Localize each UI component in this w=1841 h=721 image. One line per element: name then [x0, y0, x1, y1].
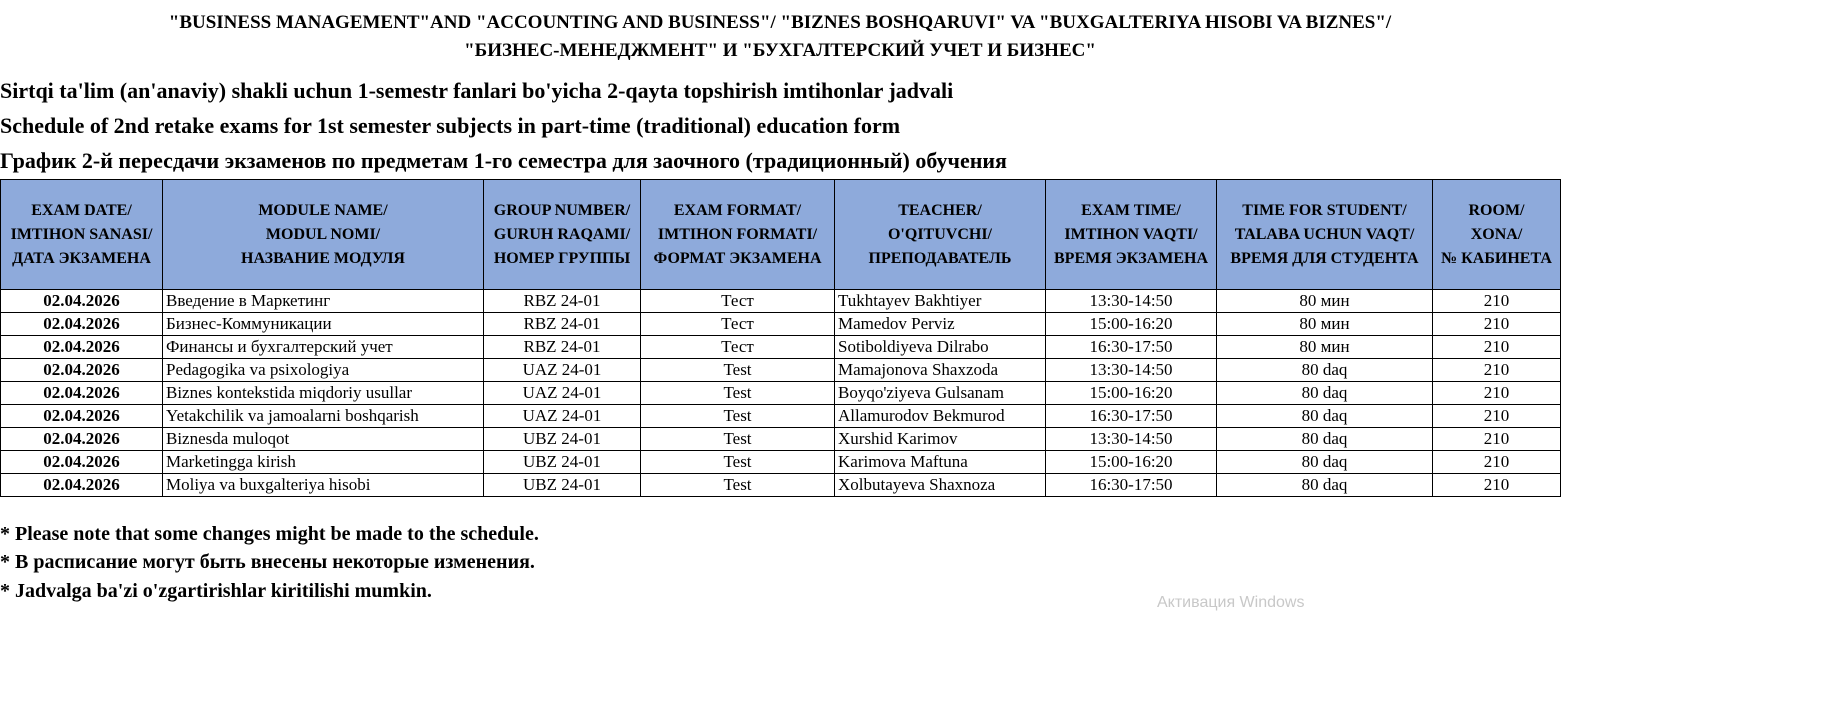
cell-module-name: Biznesda muloqot — [163, 428, 484, 451]
cell-group-number: RBZ 24-01 — [484, 290, 641, 313]
cell-exam-date: 02.04.2026 — [1, 474, 163, 497]
column-header-line: ПРЕПОДАВАТЕЛЬ — [868, 249, 1012, 267]
cell-teacher: Mamedov Perviz — [835, 313, 1046, 336]
cell-exam-format: Test — [641, 451, 835, 474]
cell-teacher: Xurshid Karimov — [835, 428, 1046, 451]
cell-exam-format: Test — [641, 428, 835, 451]
table-row — [1, 336, 1561, 359]
cell-exam-date: 02.04.2026 — [1, 382, 163, 405]
table-row — [1, 474, 1561, 497]
column-header-line: IMTIHON SANASI/ — [10, 225, 153, 243]
schedule-change-note-uzbek: * Jadvalga ba'zi o'zgartirishlar kiritilishi mumkin. — [0, 580, 432, 602]
cell-group-number: UAZ 24-01 — [484, 359, 641, 382]
column-header-line: XONA/ — [1470, 225, 1523, 243]
cell-group-number: UBZ 24-01 — [484, 428, 641, 451]
document-title-line-1: "BUSINESS MANAGEMENT"AND "ACCOUNTING AND BUSINESS"/ "BIZNES BOSHQARUVI" VA "BUXGALTERIYA HISOBI VA BIZNES"/ — [168, 12, 1392, 33]
schedule-change-note-russian: * В расписание могут быть внесены некоторые изменения. — [0, 551, 535, 573]
cell-exam-time: 15:00-16:20 — [1046, 451, 1217, 474]
column-header-line: НОМЕР ГРУППЫ — [493, 249, 631, 267]
cell-module-name: Yetakchilik va jamoalarni boshqarish — [163, 405, 484, 428]
table-row — [1, 451, 1561, 474]
cell-group-number: UBZ 24-01 — [484, 451, 641, 474]
windows-activation-watermark: Активация Windows — [1157, 594, 1305, 611]
subtitle-russian: График 2-й пересдачи экзаменов по предметам 1-го семестра для заочного (традиционный) обучения — [0, 148, 1007, 173]
column-header-exam-date — [1, 180, 163, 290]
cell-room: 210 — [1433, 405, 1561, 428]
column-header-line: MODULE NAME/ — [258, 201, 388, 219]
cell-exam-date: 02.04.2026 — [1, 405, 163, 428]
cell-module-name: Marketingga kirish — [163, 451, 484, 474]
column-header-student-time — [1217, 180, 1433, 290]
cell-exam-time: 13:30-14:50 — [1046, 359, 1217, 382]
column-header-line: TALABA UCHUN VAQT/ — [1234, 225, 1415, 243]
cell-module-name: Moliya va buxgalteriya hisobi — [163, 474, 484, 497]
cell-student-time: 80 daq — [1217, 382, 1433, 405]
cell-module-name: Biznes kontekstida miqdoriy usullar — [163, 382, 484, 405]
table-row — [1, 405, 1561, 428]
column-header-line: EXAM DATE/ — [31, 201, 132, 219]
column-header-line: ВРЕМЯ ЭКЗАМЕНА — [1054, 249, 1208, 267]
cell-exam-time: 13:30-14:50 — [1046, 428, 1217, 451]
cell-group-number: UAZ 24-01 — [484, 382, 641, 405]
subtitle-english: Schedule of 2nd retake exams for 1st semester subjects in part-time (traditional) education form — [0, 113, 901, 138]
column-header-line: TIME FOR STUDENT/ — [1242, 201, 1407, 219]
cell-room: 210 — [1433, 382, 1561, 405]
column-header-line: ROOM/ — [1468, 201, 1525, 219]
cell-teacher: Xolbutayeva Shaxnoza — [835, 474, 1046, 497]
column-header-exam-time — [1046, 180, 1217, 290]
cell-exam-date: 02.04.2026 — [1, 451, 163, 474]
cell-module-name: Введение в Маркетинг — [163, 290, 484, 313]
cell-group-number: RBZ 24-01 — [484, 336, 641, 359]
cell-exam-date: 02.04.2026 — [1, 313, 163, 336]
column-header-room — [1433, 180, 1561, 290]
cell-exam-format: Test — [641, 382, 835, 405]
cell-module-name: Финансы и бухгалтерский учет — [163, 336, 484, 359]
column-header-line: O'QITUVCHI/ — [887, 225, 992, 243]
cell-exam-format: Test — [641, 474, 835, 497]
cell-exam-format: Тест — [641, 290, 835, 313]
cell-room: 210 — [1433, 359, 1561, 382]
column-header-teacher — [835, 180, 1046, 290]
cell-teacher: Tukhtayev Bakhtiyer — [835, 290, 1046, 313]
table-row — [1, 382, 1561, 405]
cell-teacher: Allamurodov Bekmurod — [835, 405, 1046, 428]
column-header-line: № КАБИНЕТА — [1441, 249, 1552, 267]
cell-group-number: RBZ 24-01 — [484, 313, 641, 336]
table-row — [1, 290, 1561, 313]
cell-group-number: UAZ 24-01 — [484, 405, 641, 428]
cell-exam-time: 16:30-17:50 — [1046, 405, 1217, 428]
cell-exam-format: Test — [641, 359, 835, 382]
column-header-line: ФОРМАТ ЭКЗАМЕНА — [653, 249, 822, 267]
cell-module-name: Бизнес-Коммуникации — [163, 313, 484, 336]
column-header-group-number — [484, 180, 641, 290]
table-header-row — [1, 180, 1561, 290]
cell-student-time: 80 daq — [1217, 428, 1433, 451]
cell-exam-date: 02.04.2026 — [1, 428, 163, 451]
cell-exam-format: Тест — [641, 336, 835, 359]
cell-exam-time: 15:00-16:20 — [1046, 382, 1217, 405]
cell-exam-time: 13:30-14:50 — [1046, 290, 1217, 313]
column-header-line: TEACHER/ — [898, 201, 982, 219]
schedule-change-note-english: * Please note that some changes might be made to the schedule. — [0, 523, 539, 545]
column-header-line: EXAM TIME/ — [1081, 201, 1181, 219]
cell-room: 210 — [1433, 474, 1561, 497]
cell-room: 210 — [1433, 313, 1561, 336]
cell-student-time: 80 мин — [1217, 290, 1433, 313]
cell-teacher: Boyqo'ziyeva Gulsanam — [835, 382, 1046, 405]
cell-room: 210 — [1433, 336, 1561, 359]
cell-student-time: 80 daq — [1217, 474, 1433, 497]
subtitle-uzbek: Sirtqi ta'lim (an'anaviy) shakli uchun 1-semestr fanlari bo'yicha 2-qayta topshirish imtihonlar jadvali — [0, 78, 954, 103]
column-header-line: GURUH RAQAMI/ — [493, 225, 631, 243]
table-row — [1, 428, 1561, 451]
exam-schedule-table — [0, 179, 1561, 497]
cell-exam-date: 02.04.2026 — [1, 336, 163, 359]
cell-student-time: 80 мин — [1217, 313, 1433, 336]
table-row — [1, 359, 1561, 382]
cell-teacher: Karimova Maftuna — [835, 451, 1046, 474]
cell-teacher: Sotiboldiyeva Dilrabo — [835, 336, 1046, 359]
column-header-line: EXAM FORMAT/ — [673, 201, 802, 219]
cell-student-time: 80 daq — [1217, 359, 1433, 382]
cell-student-time: 80 мин — [1217, 336, 1433, 359]
cell-exam-format: Test — [641, 405, 835, 428]
column-header-line: IMTIHON FORMATI/ — [657, 225, 818, 243]
cell-exam-date: 02.04.2026 — [1, 290, 163, 313]
cell-exam-time: 15:00-16:20 — [1046, 313, 1217, 336]
column-header-line: GROUP NUMBER/ — [493, 201, 631, 219]
cell-module-name: Pedagogika va psixologiya — [163, 359, 484, 382]
document-title-line-2: "БИЗНЕС-МЕНЕДЖМЕНТ" И "БУХГАЛТЕРСКИЙ УЧЕТ И БИЗНЕС" — [464, 40, 1096, 61]
cell-exam-format: Тест — [641, 313, 835, 336]
column-header-exam-format — [641, 180, 835, 290]
cell-teacher: Mamajonova Shaxzoda — [835, 359, 1046, 382]
column-header-line: ДАТА ЭКЗАМЕНА — [12, 249, 151, 267]
cell-exam-time: 16:30-17:50 — [1046, 474, 1217, 497]
cell-student-time: 80 daq — [1217, 451, 1433, 474]
column-header-line: ВРЕМЯ ДЛЯ СТУДЕНТА — [1230, 249, 1419, 267]
column-header-line: НАЗВАНИЕ МОДУЛЯ — [241, 249, 405, 267]
cell-exam-time: 16:30-17:50 — [1046, 336, 1217, 359]
cell-room: 210 — [1433, 290, 1561, 313]
column-header-module-name — [163, 180, 484, 290]
column-header-line: MODUL NOMI/ — [265, 225, 381, 243]
table-row — [1, 313, 1561, 336]
cell-room: 210 — [1433, 451, 1561, 474]
cell-exam-date: 02.04.2026 — [1, 359, 163, 382]
column-header-line: IMTIHON VAQTI/ — [1064, 225, 1198, 243]
cell-room: 210 — [1433, 428, 1561, 451]
cell-group-number: UBZ 24-01 — [484, 474, 641, 497]
cell-student-time: 80 daq — [1217, 405, 1433, 428]
